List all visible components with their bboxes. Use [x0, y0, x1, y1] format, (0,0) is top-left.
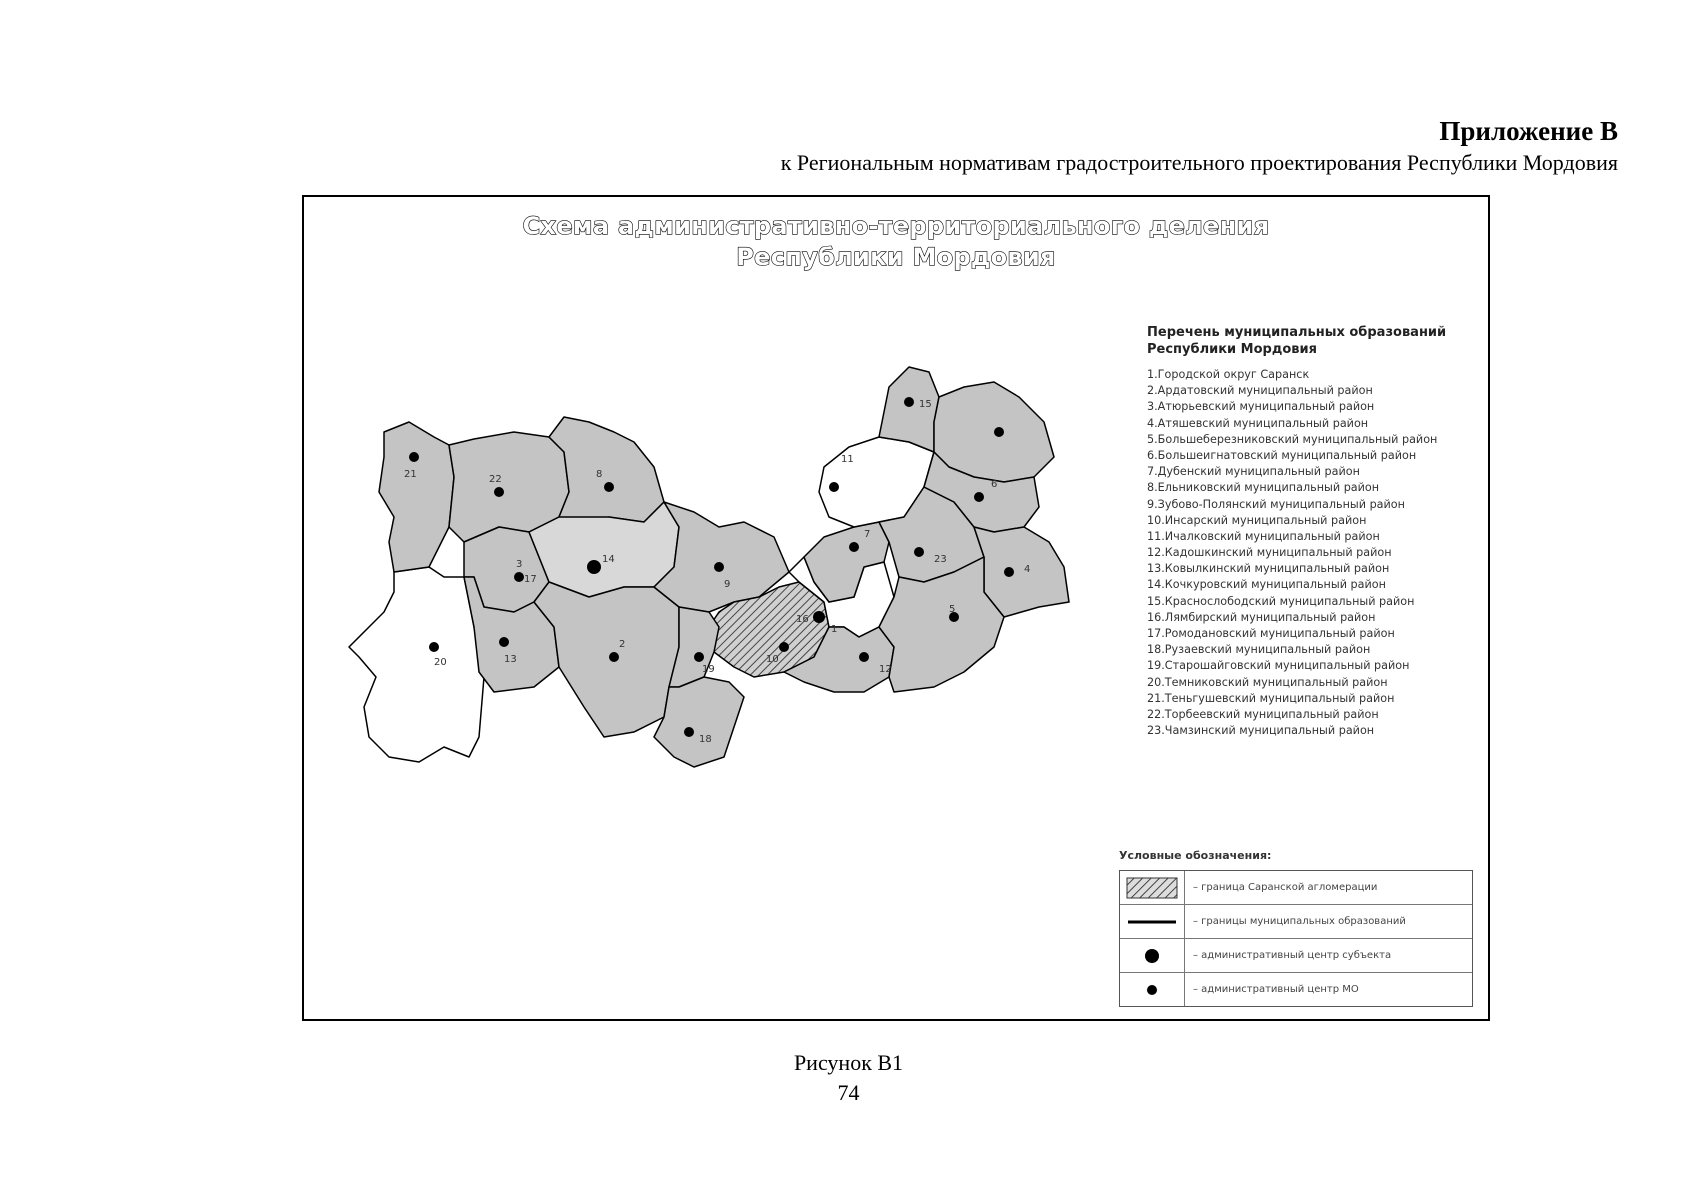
boundary-line-icon [1126, 917, 1178, 927]
appendix-title: Приложение В [1439, 116, 1618, 146]
region-label: 6 [991, 479, 998, 490]
list-item: 14.Кочкуровский муниципальный район [1147, 578, 1386, 592]
list-item: 7.Дубенский муниципальный район [1147, 465, 1360, 479]
legend-label: – граница Саранской агломерации [1193, 882, 1378, 893]
list-item: 5.Большеберезниковский муниципальный район [1147, 432, 1438, 446]
region-label: 7 [864, 529, 871, 540]
large-dot-icon [1142, 946, 1162, 966]
list-item: 10.Инсарский муниципальный район [1147, 513, 1367, 527]
list-item: 1.Городской округ Саранск [1147, 368, 1310, 381]
region-label: 13 [504, 654, 517, 665]
region-label: 18 [699, 734, 712, 745]
list-item: 21.Теньгушевский муниципальный район [1147, 691, 1395, 705]
legend-row [1120, 905, 1472, 939]
legend-label: – административный центр МО [1193, 984, 1359, 995]
region-label: 11 [841, 454, 854, 465]
region-label: 12 [879, 664, 892, 675]
legend-row [1120, 939, 1472, 973]
region-label: 1 [831, 624, 838, 635]
list-item: 13.Ковылкинский муниципальный район [1147, 562, 1390, 576]
list-item: 8.Ельниковский муниципальный район [1147, 481, 1380, 495]
region-label: 20 [434, 657, 447, 668]
list-item: 22.Торбеевский муниципальный район [1147, 707, 1379, 721]
region-label: 16 [796, 614, 809, 625]
map-title-line1: Схема административно-территориального деления [522, 212, 1270, 240]
region-label: 8 [596, 469, 603, 480]
legend-label: – границы муниципальных образований [1193, 916, 1406, 927]
municipality-list [1147, 367, 1437, 739]
region-label: 10 [766, 654, 779, 665]
list-heading-line1: Перечень муниципальных образований [1147, 325, 1447, 340]
region-9 [349, 567, 484, 762]
region-8 [549, 417, 664, 522]
list-item: 6.Большеигнатовский муниципальный район [1147, 448, 1417, 462]
region-label: 15 [919, 399, 932, 410]
region-21 [379, 422, 454, 572]
hatch-swatch-icon [1126, 877, 1178, 899]
small-dot-icon [1142, 980, 1162, 1000]
list-item: 12.Кадошкинский муниципальный район [1147, 546, 1392, 560]
mordovia-map [334, 327, 1114, 827]
legend-heading: Условные обозначения: [1119, 849, 1272, 862]
region-label: 22 [489, 474, 502, 485]
appendix-subtitle: к Региональным нормативам градостроительного проектирования Республики Мордовия [780, 150, 1618, 175]
figure-frame [302, 195, 1490, 1021]
region-label: 19 [702, 664, 715, 675]
list-item: 16.Лямбирский муниципальный район [1147, 610, 1376, 624]
legend-label: – административный центр субъекта [1193, 950, 1392, 961]
map-title-line2: Республики Мордовия [736, 243, 1056, 271]
list-item: 23.Чамзинский муниципальный район [1147, 724, 1375, 738]
region-label: 9 [724, 579, 731, 590]
figure-caption: Рисунок В1 [793, 1050, 904, 1075]
region-label: 2 [619, 639, 626, 650]
municipality-list-heading [1147, 324, 1446, 358]
page-number: 74 [837, 1080, 860, 1105]
list-heading-line2: Республики Мордовия [1147, 342, 1317, 357]
legend-box [1119, 870, 1473, 1007]
list-item: 19.Старошайговский муниципальный район [1147, 659, 1410, 673]
region-label: 14 [602, 554, 615, 565]
region-label: 3 [516, 559, 523, 570]
list-item: 11.Ичалковский муниципальный район [1147, 529, 1380, 543]
list-item: 18.Рузаевский муниципальный район [1147, 643, 1371, 657]
list-item: 9.Зубово-Полянский муниципальный район [1147, 497, 1405, 511]
region-label: 4 [1024, 564, 1031, 575]
region-label: 17 [524, 574, 537, 585]
list-item: 2.Ардатовский муниципальный район [1147, 384, 1373, 398]
region-label: 23 [934, 554, 947, 565]
region-label: 21 [404, 469, 417, 480]
list-item: 4.Атяшевский муниципальный район [1147, 416, 1369, 430]
list-item: 20.Темниковский муниципальный район [1147, 675, 1388, 689]
list-item: 3.Атюрьевский муниципальный район [1147, 400, 1375, 414]
list-item: 15.Краснослободский муниципальный район [1147, 594, 1415, 608]
region-label: 5 [949, 604, 956, 615]
legend-row [1120, 973, 1472, 1006]
legend-row [1120, 871, 1472, 905]
list-item: 17.Ромодановский муниципальный район [1147, 627, 1395, 640]
